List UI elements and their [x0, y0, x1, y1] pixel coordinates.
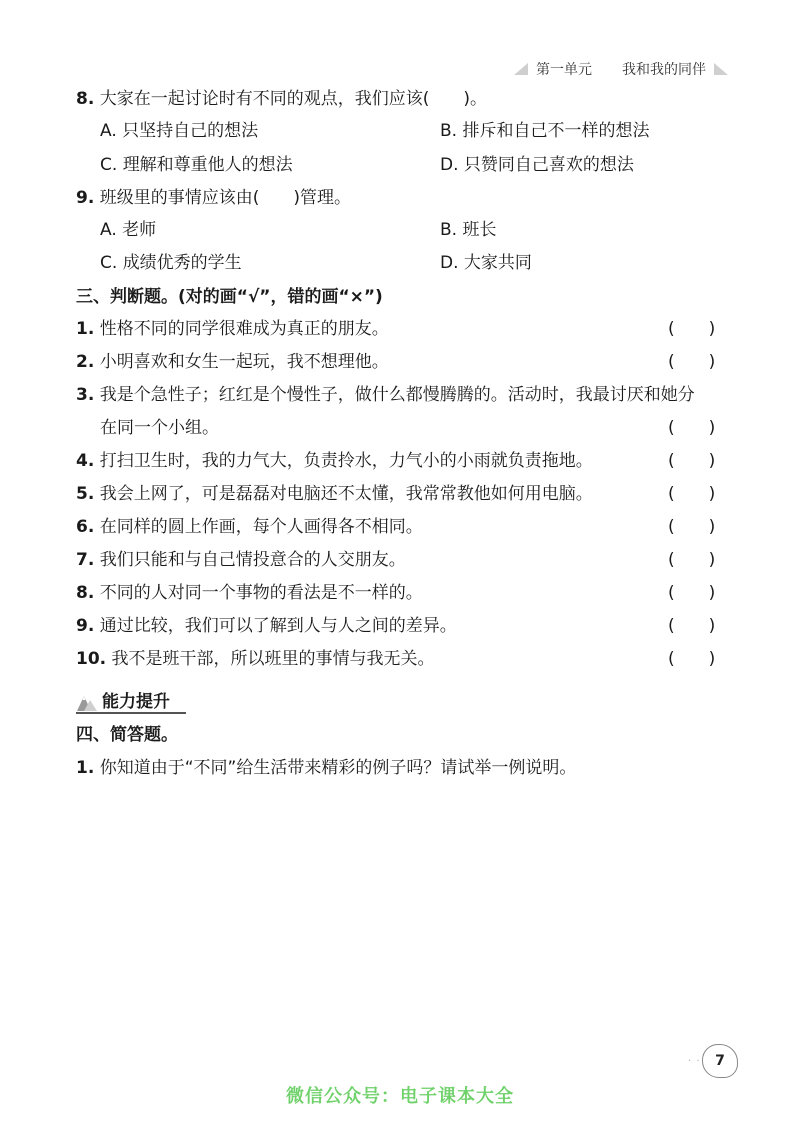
section-title-short: 四、简答题。	[76, 725, 178, 745]
mc-option: B. 排斥和自己不一样的想法	[440, 121, 650, 141]
judge-item: 9. 通过比较，我们可以了解到人与人之间的差异。	[76, 616, 457, 636]
ability-label: 能力提升	[102, 692, 170, 712]
header-right-triangle-icon	[714, 63, 728, 75]
ability-heading	[76, 686, 170, 712]
mc-question: 9. 班级里的事情应该由( )管理。	[76, 188, 351, 208]
header-title: 我和我的同伴	[622, 62, 706, 78]
judge-item: 8. 不同的人对同一个事物的看法是不一样的。	[76, 583, 423, 603]
page-dots: · ·	[688, 1056, 701, 1067]
judge-item: 5. 我会上网了，可是磊磊对电脑还不太懂，我常常教他如何用电脑。	[76, 484, 593, 504]
mc-option: A. 只坚持自己的想法	[100, 121, 259, 141]
judge-item: 1. 性格不同的同学很难成为真正的朋友。	[76, 319, 389, 339]
judge-item: 7. 我们只能和与自己情投意合的人交朋友。	[76, 550, 406, 570]
short-item: 1. 你知道由于“不同”给生活带来精彩的例子吗？请试举一例说明。	[76, 758, 577, 778]
answer-blank[interactable]: ( )	[668, 418, 716, 438]
answer-blank[interactable]: ( )	[668, 352, 716, 372]
mc-option: D. 大家共同	[440, 253, 532, 273]
judge-item: 2. 小明喜欢和女生一起玩，我不想理他。	[76, 352, 389, 372]
ability-underline	[76, 712, 186, 714]
answer-blank[interactable]: ( )	[668, 550, 716, 570]
answer-blank[interactable]: ( )	[668, 484, 716, 504]
mc-option: B. 班长	[440, 220, 497, 240]
footer-watermark: 微信公众号：电子课本大全	[286, 1086, 514, 1107]
judge-item: 6. 在同样的圆上作画，每个人画得各不相同。	[76, 517, 423, 537]
judge-item: 10. 我不是班干部，所以班里的事情与我无关。	[76, 649, 435, 669]
header-unit: 第一单元	[536, 62, 592, 78]
mc-option: C. 理解和尊重他人的想法	[100, 155, 293, 175]
mountain-icon	[76, 692, 98, 712]
page-number: 7	[702, 1044, 738, 1078]
running-header	[514, 58, 728, 80]
judge-item: 3. 我是个急性子；红红是个慢性子，做什么都慢腾腾的。活动时，我最讨厌和她分	[76, 385, 695, 405]
answer-blank[interactable]: ( )	[668, 583, 716, 603]
mc-option: A. 老师	[100, 220, 157, 240]
mc-option: D. 只赞同自己喜欢的想法	[440, 155, 634, 175]
mc-question: 8. 大家在一起讨论时有不同的观点，我们应该( )。	[76, 89, 487, 109]
answer-blank[interactable]: ( )	[668, 319, 716, 339]
section-title-judge: 三、判断题。(对的画“√”，错的画“×”)	[76, 287, 383, 307]
answer-blank[interactable]: ( )	[668, 517, 716, 537]
answer-blank[interactable]: ( )	[668, 451, 716, 471]
judge-item: 4. 打扫卫生时，我的力气大，负责拎水，力气小的小雨就负责拖地。	[76, 451, 593, 471]
answer-blank[interactable]: ( )	[668, 649, 716, 669]
judge-item-continued: 在同一个小组。	[100, 418, 219, 438]
answer-blank[interactable]: ( )	[668, 616, 716, 636]
header-left-triangle-icon	[514, 63, 528, 75]
mc-option: C. 成绩优秀的学生	[100, 253, 242, 273]
